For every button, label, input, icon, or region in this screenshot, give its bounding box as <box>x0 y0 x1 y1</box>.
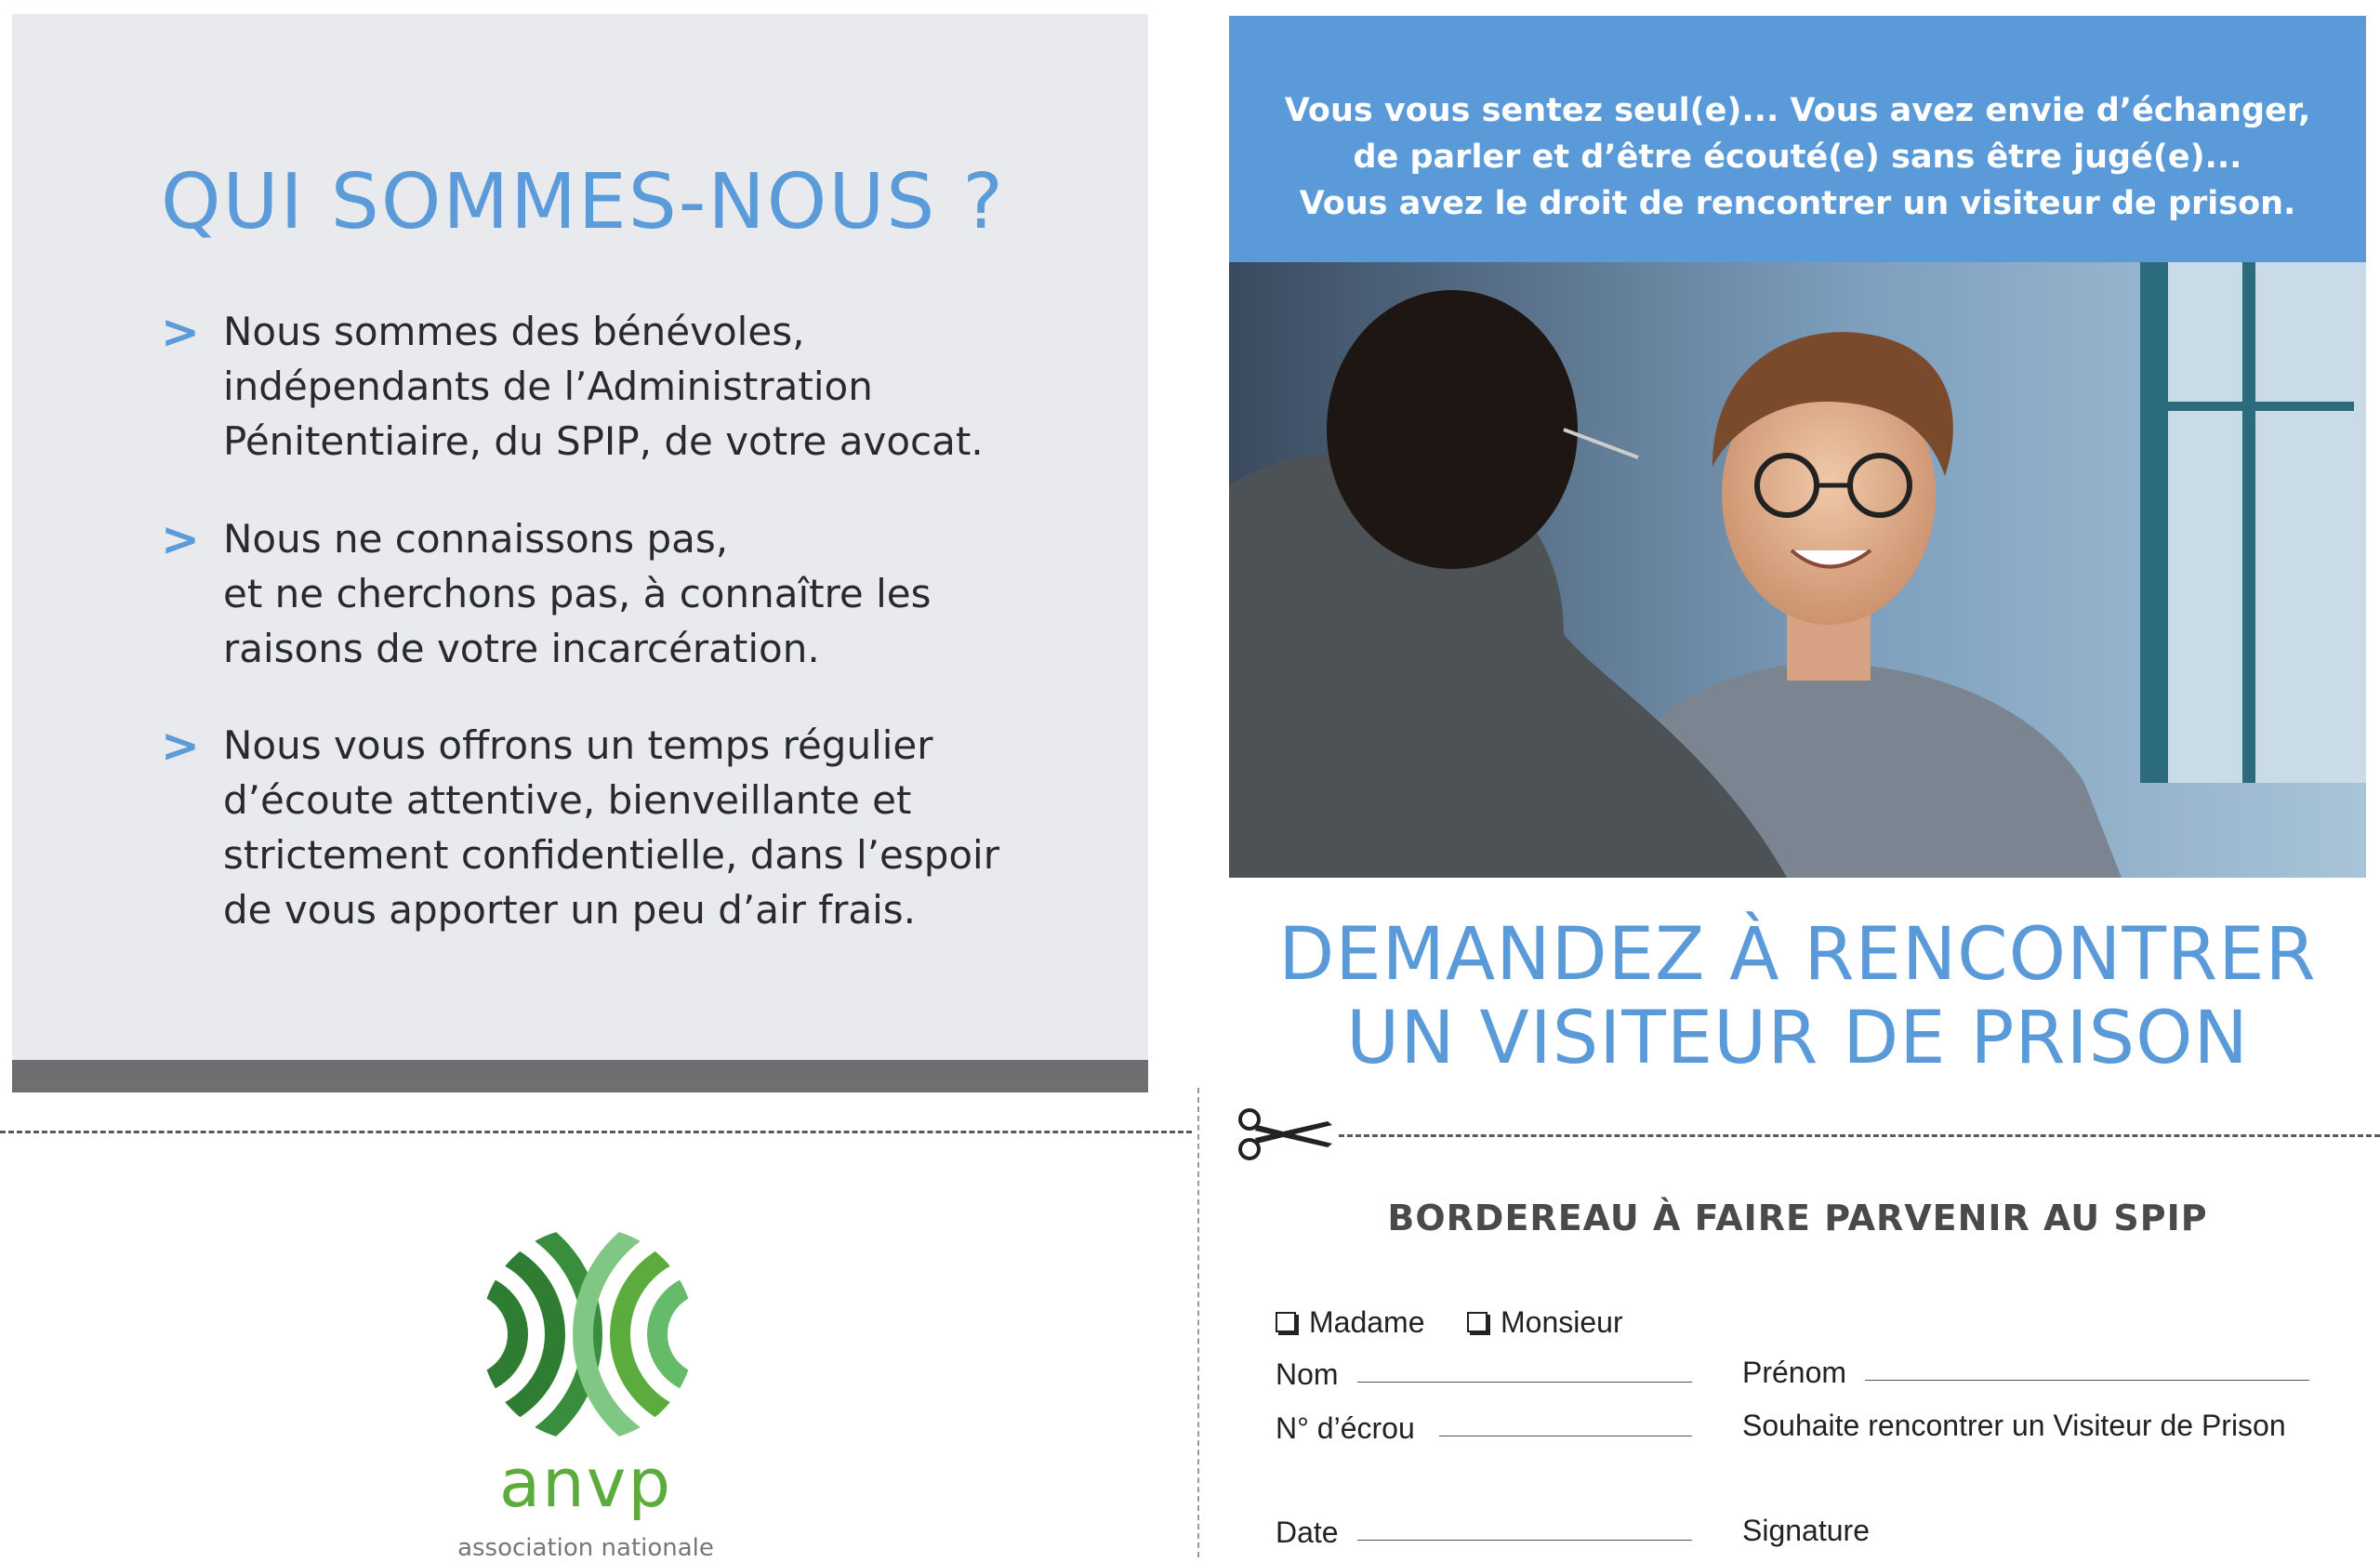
checkbox-madame[interactable] <box>1276 1304 1425 1341</box>
bullet-text-2: Nous ne connaissons pas, et ne cherchons pas, à connaître les raisons de votre incarcération. <box>223 516 932 671</box>
chevron-right-icon: > <box>161 512 200 566</box>
form-heading: BORDEREAU À FAIRE PARVENIR AU SPIP <box>1387 1198 2208 1238</box>
logo-subtitle: association nationale <box>457 1534 714 1562</box>
left-panel-bottom-bar <box>12 1060 1148 1092</box>
bullet-text-1: Nous sommes des bénévoles, indépendants de l’Administration Pénitentiaire, du SPIP, de votre avocat. <box>223 309 984 464</box>
intro-banner <box>1229 16 2366 262</box>
anvp-logo-icon <box>476 1223 699 1446</box>
signature-label: Signature <box>1742 1514 1870 1547</box>
who-are-we-title: QUI SOMMES-NOUS ? <box>161 158 1005 246</box>
prenom-field[interactable] <box>1865 1380 2309 1381</box>
logo-wordmark: anvp <box>498 1444 673 1522</box>
bullet-text-3: Nous vous offrons un temps régulier d’écoute attentive, bienveillante et strictement confidentielle, dans l’espoir de vous apporter un peu d’air frais. <box>223 722 999 933</box>
prenom-label: Prénom <box>1742 1356 1847 1389</box>
request-visit-title: DEMANDEZ À RENCONTRER UN VISITEUR DE PRISON <box>1278 913 2317 1080</box>
checkbox-monsieur[interactable] <box>1467 1304 1623 1341</box>
banner-text: Vous vous sentez seul(e)... Vous avez envie d’échanger, de parler et d’être écouté(e) sans être jugé(e)... Vous avez le droit de rencontrer un visiteur de prison. <box>1284 92 2311 222</box>
nom-field[interactable] <box>1357 1382 1692 1383</box>
nom-label: Nom <box>1276 1357 1339 1391</box>
ecrou-label: N° d’écrou <box>1276 1411 1415 1445</box>
cut-line-right <box>1339 1134 2380 1137</box>
fold-line <box>1197 1088 1199 1557</box>
checkbox-icon[interactable] <box>1276 1312 1296 1332</box>
chevron-right-icon: > <box>161 305 200 359</box>
checkbox-madame-label: Madame <box>1309 1305 1425 1339</box>
date-label: Date <box>1276 1516 1339 1549</box>
date-field[interactable] <box>1357 1540 1692 1541</box>
souhait-text: Souhaite rencontrer un Visiteur de Prison <box>1742 1409 2286 1442</box>
checkbox-monsieur-label: Monsieur <box>1501 1305 1623 1339</box>
visit-photo <box>1229 262 2366 878</box>
chevron-right-icon: > <box>161 719 200 773</box>
scissors-icon <box>1235 1106 1337 1162</box>
cut-line-left <box>0 1131 1192 1133</box>
checkbox-icon[interactable] <box>1467 1312 1488 1332</box>
